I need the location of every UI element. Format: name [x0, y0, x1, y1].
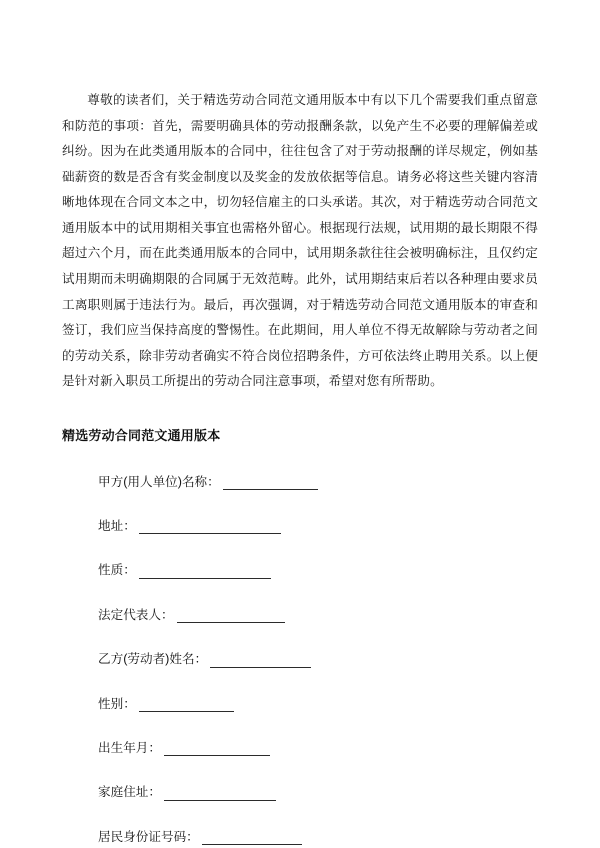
id-number-input[interactable]: [202, 831, 302, 845]
field-label-address: 地址：: [98, 519, 136, 534]
page-title: 精选劳动合同范文通用版本: [62, 427, 221, 443]
legal-representative-input[interactable]: [177, 609, 285, 623]
field-label-legal-representative: 法定代表人：: [98, 607, 174, 622]
contract-fields-list: [62, 474, 538, 845]
list-item: [62, 651, 538, 667]
nature-input[interactable]: [139, 565, 271, 579]
party-b-name-input[interactable]: [210, 654, 311, 668]
gender-input[interactable]: [139, 698, 234, 712]
list-item: [62, 518, 538, 534]
field-label-nature: 性质：: [98, 563, 136, 578]
field-label-party-a-name: 甲方(用人单位)名称：: [98, 474, 220, 489]
list-item: [62, 474, 538, 490]
list-item: [62, 696, 538, 712]
home-address-input[interactable]: [164, 787, 276, 801]
birth-date-input[interactable]: [164, 742, 270, 756]
party-a-name-input[interactable]: [223, 476, 318, 490]
field-label-home-address: 家庭住址：: [98, 785, 161, 800]
list-item: [62, 784, 538, 800]
field-label-party-b-name: 乙方(劳动者)姓名：: [98, 652, 208, 667]
intro-paragraph: 尊敬的读者们，关于精选劳动合同范文通用版本中有以下几个需要我们重点留意和防范的事项：首先，需要明确具体的劳动报酬条款，以免产生不必要的理解偏差或纠纷。因为在此类通用版本的合同中，往往包含了对于劳动报酬的详尽规定，例如基础薪资的数是否含有奖金制度以及奖金的发放依据等信息。请务必将这些关键内容清晰地体现在合同文本之中，切勿轻信雇主的口头承诺。其次，对于精选劳动合同范文通用版本中的试用期相关事宜也需格外留心。根据现行法规，试用期的最长期限不得超过六个月，而在此类通用版本的合同中，试用期条款往往会被明确标注，且仅约定试用期而未明确期限的合同属于无效范畴。此外，试用期结束后若以各种理由要求员工离职则属于违法行为。最后，再次强调，对于精选劳动合同范文通用版本的审查和签订，我们应当保持高度的警惕性。在此期间，用人单位不得无故解除与劳动者之间的劳动关系，除非劳动者确实不符合岗位招聘条件，方可依法终止聘用关系。以上便是针对新入职员工所提出的劳动合同注意事项，希望对您有所帮助。: [62, 93, 538, 389]
address-input[interactable]: [139, 520, 281, 534]
field-label-birth-date: 出生年月：: [98, 740, 161, 755]
list-item: [62, 562, 538, 578]
list-item: [62, 740, 538, 756]
field-label-id-number: 居民身份证号码：: [98, 829, 199, 844]
field-label-gender: 性别：: [98, 696, 136, 711]
list-item: [62, 829, 538, 845]
list-item: [62, 607, 538, 623]
